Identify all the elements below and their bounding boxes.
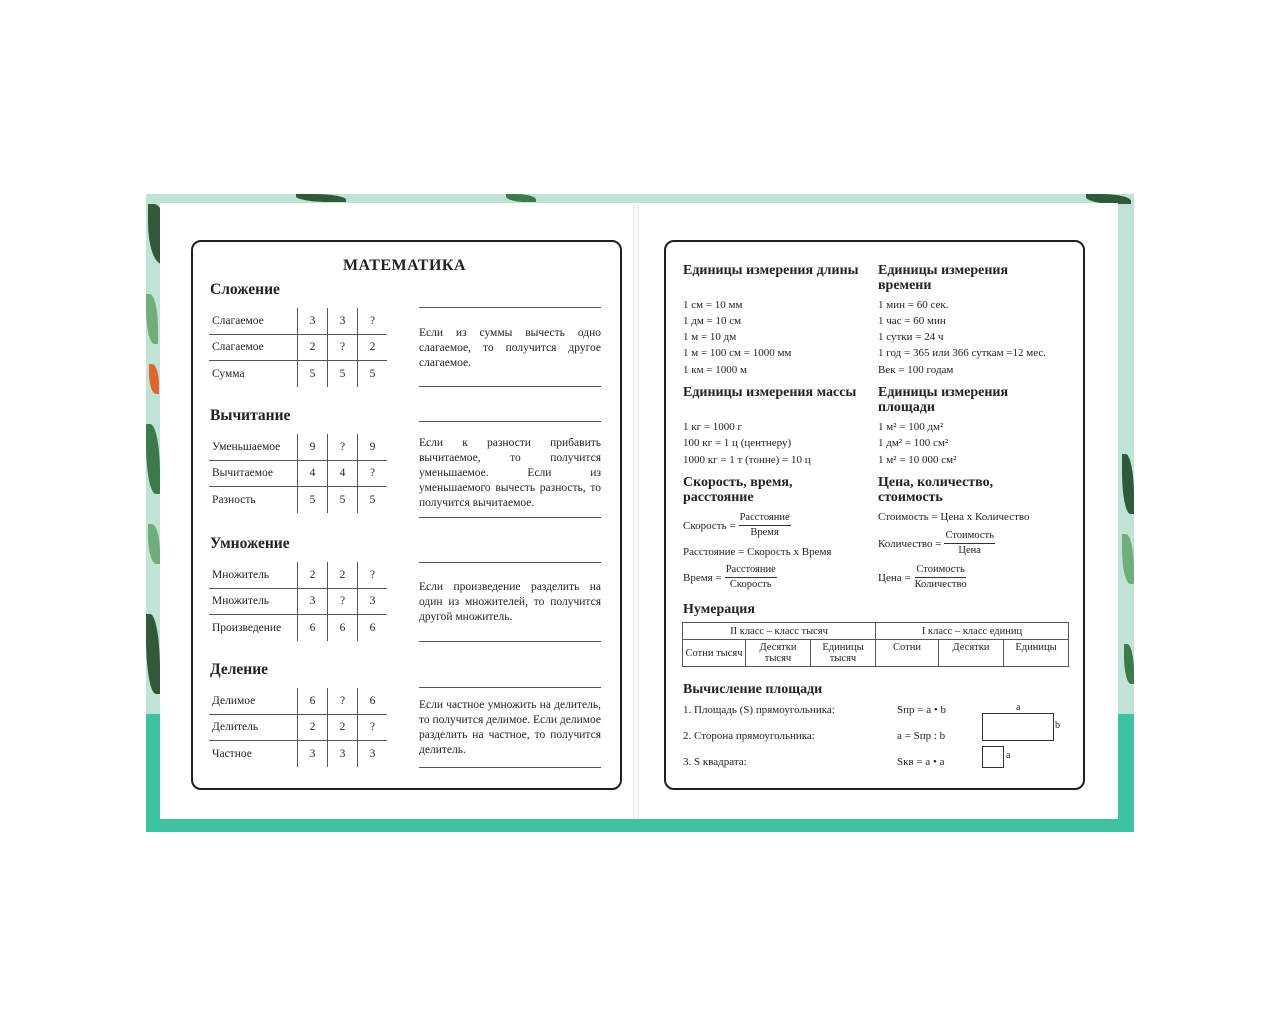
table-cell: 5 xyxy=(298,361,328,387)
division-table xyxy=(209,688,387,767)
area-calc-formula: Sкв = a • a xyxy=(897,756,945,768)
area-unit-item: 1 дм² = 100 см² xyxy=(878,437,949,449)
table-cell: Сотни xyxy=(876,640,939,667)
page-title: МАТЕМАТИКА xyxy=(342,257,467,274)
table-cell: Множитель xyxy=(209,562,298,588)
table-row xyxy=(209,308,387,334)
table-cell: 3 xyxy=(328,741,358,767)
table-cell: 6 xyxy=(358,615,388,641)
table-cell: ? xyxy=(328,434,358,460)
table-row xyxy=(209,588,387,615)
length-unit-item: 1 дм = 10 см xyxy=(683,315,742,327)
class-header: II класс – класс тысяч xyxy=(683,623,876,640)
table-cell: ? xyxy=(358,308,388,334)
subtraction-table xyxy=(209,434,387,513)
subtraction-rule: Если к разности прибавить вычитаемое, то получится уменьшаемое. Если из уменьшаемого вычесть разность, то получится вычитаемое. xyxy=(419,437,601,509)
length-unit-item: 1 см = 10 мм xyxy=(683,299,743,311)
rule-divider xyxy=(419,687,601,688)
numeration-heading: Нумерация xyxy=(683,602,755,617)
class-header: I класс – класс единиц xyxy=(876,623,1069,640)
section-heading-subtraction: Вычитание xyxy=(210,407,291,424)
price-heading: Цена, количество, стоимость xyxy=(878,475,994,505)
leaf-decoration xyxy=(1122,454,1134,514)
table-cell: 3 xyxy=(298,741,328,767)
area-calc-label: 2. Сторона прямоугольника: xyxy=(683,730,815,742)
numeration-table xyxy=(682,622,1069,667)
table-cell: 3 xyxy=(358,741,388,767)
table-cell: 5 xyxy=(358,361,388,387)
table-cell: Делитель xyxy=(209,714,298,741)
table-cell: ? xyxy=(358,562,388,588)
leaf-decoration xyxy=(146,424,160,494)
side-label-a: a xyxy=(1006,750,1011,761)
time-unit-item: 1 час = 60 мин xyxy=(878,315,946,327)
table-cell: 2 xyxy=(328,714,358,741)
table-cell: ? xyxy=(358,460,388,487)
leaf-decoration xyxy=(148,524,160,564)
fraction-numerator: Расстояние xyxy=(739,511,791,526)
table-row xyxy=(209,615,387,641)
table-row xyxy=(209,434,387,460)
table-cell: ? xyxy=(328,334,358,361)
table-cell: 6 xyxy=(358,688,388,714)
fraction-numerator: Стоимость xyxy=(915,563,965,578)
table-cell: 6 xyxy=(328,615,358,641)
fraction xyxy=(944,529,994,558)
fraction xyxy=(914,563,968,592)
table-row xyxy=(209,688,387,714)
table-row xyxy=(209,562,387,588)
section-heading-division: Деление xyxy=(210,661,269,678)
table-cell: Слагаемое xyxy=(209,334,298,361)
table-cell: 6 xyxy=(298,615,328,641)
leaf-decoration xyxy=(146,294,158,344)
table-cell: ? xyxy=(328,588,358,615)
table-cell: 5 xyxy=(328,361,358,387)
length-units-heading: Единицы измерения длины xyxy=(683,263,859,278)
rule-divider xyxy=(419,307,601,308)
fraction-denominator: Количество xyxy=(914,579,967,590)
rule-divider xyxy=(419,517,601,518)
table-cell: Сумма xyxy=(212,367,245,380)
rule-divider xyxy=(419,562,601,563)
table-row xyxy=(209,460,387,487)
table-cell: Произведение xyxy=(212,621,282,634)
time-unit-item: 1 сутки = 24 ч xyxy=(878,331,944,343)
rule-divider xyxy=(419,767,601,768)
table-cell: 5 xyxy=(328,487,358,513)
table-cell: 6 xyxy=(298,688,328,714)
leaf-decoration xyxy=(296,194,346,202)
table-row xyxy=(209,361,387,387)
section-heading-multiplication: Умножение xyxy=(210,535,290,552)
table-cell: 3 xyxy=(298,588,328,615)
addition-table xyxy=(209,308,387,387)
leaf-decoration xyxy=(149,364,159,394)
length-unit-item: 1 м = 10 дм xyxy=(683,331,737,343)
speed-heading: Скорость, время, расстояние xyxy=(683,475,793,505)
time-unit-item: Век = 100 годам xyxy=(878,364,954,376)
table-cell: Единицы тысяч xyxy=(811,640,876,667)
table-cell: 2 xyxy=(298,714,328,741)
division-rule: Если частное умножить на делитель, то получится делимое. Если делимое разделить на частное, то получится делитель. xyxy=(419,699,602,756)
fraction-denominator: Цена xyxy=(958,545,981,556)
area-calc-formula: Sпр = a • b xyxy=(897,704,946,716)
table-cell: 2 xyxy=(328,562,358,588)
leaf-decoration xyxy=(146,614,160,694)
area-unit-item: 1 м² = 100 дм² xyxy=(878,421,944,433)
area-calc-formula: a = Sпр : b xyxy=(897,730,946,742)
fraction xyxy=(725,563,777,592)
price-formula xyxy=(878,563,968,592)
mass-units-heading: Единицы измерения массы xyxy=(683,385,857,400)
length-unit-item: 1 м = 100 см = 1000 мм xyxy=(683,347,792,359)
table-cell: 3 xyxy=(298,308,328,334)
table-row xyxy=(683,623,1069,640)
speed-formula xyxy=(683,511,791,540)
time-units-heading: Единицы измерения времени xyxy=(878,263,1009,293)
formula-lhs: Скорость = xyxy=(683,519,736,532)
table-cell: Вычитаемое xyxy=(209,460,298,487)
fraction-numerator: Расстояние xyxy=(725,563,777,578)
table-cell: 4 xyxy=(328,460,358,487)
book-gutter xyxy=(633,203,639,819)
table-cell: 5 xyxy=(298,487,328,513)
multiplication-table xyxy=(209,562,387,641)
rule-divider xyxy=(419,386,601,387)
formula-lhs: Цена = xyxy=(878,571,911,584)
table-cell: 9 xyxy=(358,434,388,460)
square-diagram xyxy=(982,746,1004,768)
addition-rule: Если из суммы вычесть одно слагаемое, то получится другое слагаемое. xyxy=(419,327,601,369)
area-unit-item: 1 м² = 10 000 см² xyxy=(878,454,957,466)
table-cell: Единицы xyxy=(1004,640,1069,667)
table-row xyxy=(209,741,387,767)
table-cell: Десятки тысяч xyxy=(746,640,811,667)
table-cell: Уменьшаемое xyxy=(209,434,298,460)
length-unit-item: 1 км = 1000 м xyxy=(683,364,747,376)
table-cell: 9 xyxy=(298,434,328,460)
table-row xyxy=(209,714,387,741)
fraction xyxy=(739,511,791,540)
formula-lhs: Время = xyxy=(683,571,722,584)
distance-formula: Расстояние = Скорость х Время xyxy=(683,546,832,558)
side-label-b: b xyxy=(1055,720,1060,731)
cost-formula: Стоимость = Цена х Количество xyxy=(878,511,1030,523)
table-cell: 2 xyxy=(358,334,388,361)
side-label-a: a xyxy=(1016,702,1021,713)
table-cell: Разность xyxy=(212,493,256,506)
leaf-decoration xyxy=(506,194,536,202)
table-cell: Частное xyxy=(212,747,252,760)
table-row xyxy=(209,487,387,513)
table-cell: ? xyxy=(328,688,358,714)
area-units-heading: Единицы измерения площади xyxy=(878,385,1009,415)
table-cell: 3 xyxy=(328,308,358,334)
table-cell: Множитель xyxy=(209,588,298,615)
table-cell: 2 xyxy=(298,562,328,588)
leaf-decoration xyxy=(1122,534,1134,584)
table-cell: Делимое xyxy=(209,688,298,714)
fraction-numerator: Стоимость xyxy=(944,529,994,544)
rule-divider xyxy=(419,421,601,422)
area-calc-heading: Вычисление площади xyxy=(683,682,823,697)
fraction-denominator: Время xyxy=(750,527,779,538)
formula-lhs: Количество = xyxy=(878,537,942,550)
mass-unit-item: 1 кг = 1000 г xyxy=(683,421,743,433)
section-heading-addition: Сложение xyxy=(210,281,280,298)
table-cell: Сотни тысяч xyxy=(683,640,746,667)
table-cell: Слагаемое xyxy=(209,308,298,334)
table-cell: 5 xyxy=(358,487,388,513)
time-formula xyxy=(683,563,777,592)
fraction-denominator: Скорость xyxy=(729,579,772,590)
table-cell: 3 xyxy=(358,588,388,615)
table-cell: ? xyxy=(358,714,388,741)
area-calc-label: 3. S квадрата: xyxy=(683,756,747,768)
leaf-decoration xyxy=(1124,644,1134,684)
multiplication-rule: Если произведение разделить на один из множителей, то получится другой множитель. xyxy=(419,581,601,623)
table-row xyxy=(209,334,387,361)
mass-unit-item: 1000 кг = 1 т (тонне) = 10 ц xyxy=(683,454,811,466)
area-calc-label: 1. Площадь (S) прямоугольника: xyxy=(683,704,835,716)
table-cell: Десятки xyxy=(939,640,1004,667)
table-cell: 2 xyxy=(298,334,328,361)
table-cell: 4 xyxy=(298,460,328,487)
table-row xyxy=(683,640,1069,667)
mass-unit-item: 100 кг = 1 ц (центнеру) xyxy=(683,437,792,449)
rectangle-diagram xyxy=(982,713,1054,741)
time-unit-item: 1 год = 365 или 366 суткам =12 мес. xyxy=(878,347,1047,359)
rule-divider xyxy=(419,641,601,642)
time-unit-item: 1 мин = 60 сек. xyxy=(878,299,949,311)
quantity-formula xyxy=(878,529,995,558)
